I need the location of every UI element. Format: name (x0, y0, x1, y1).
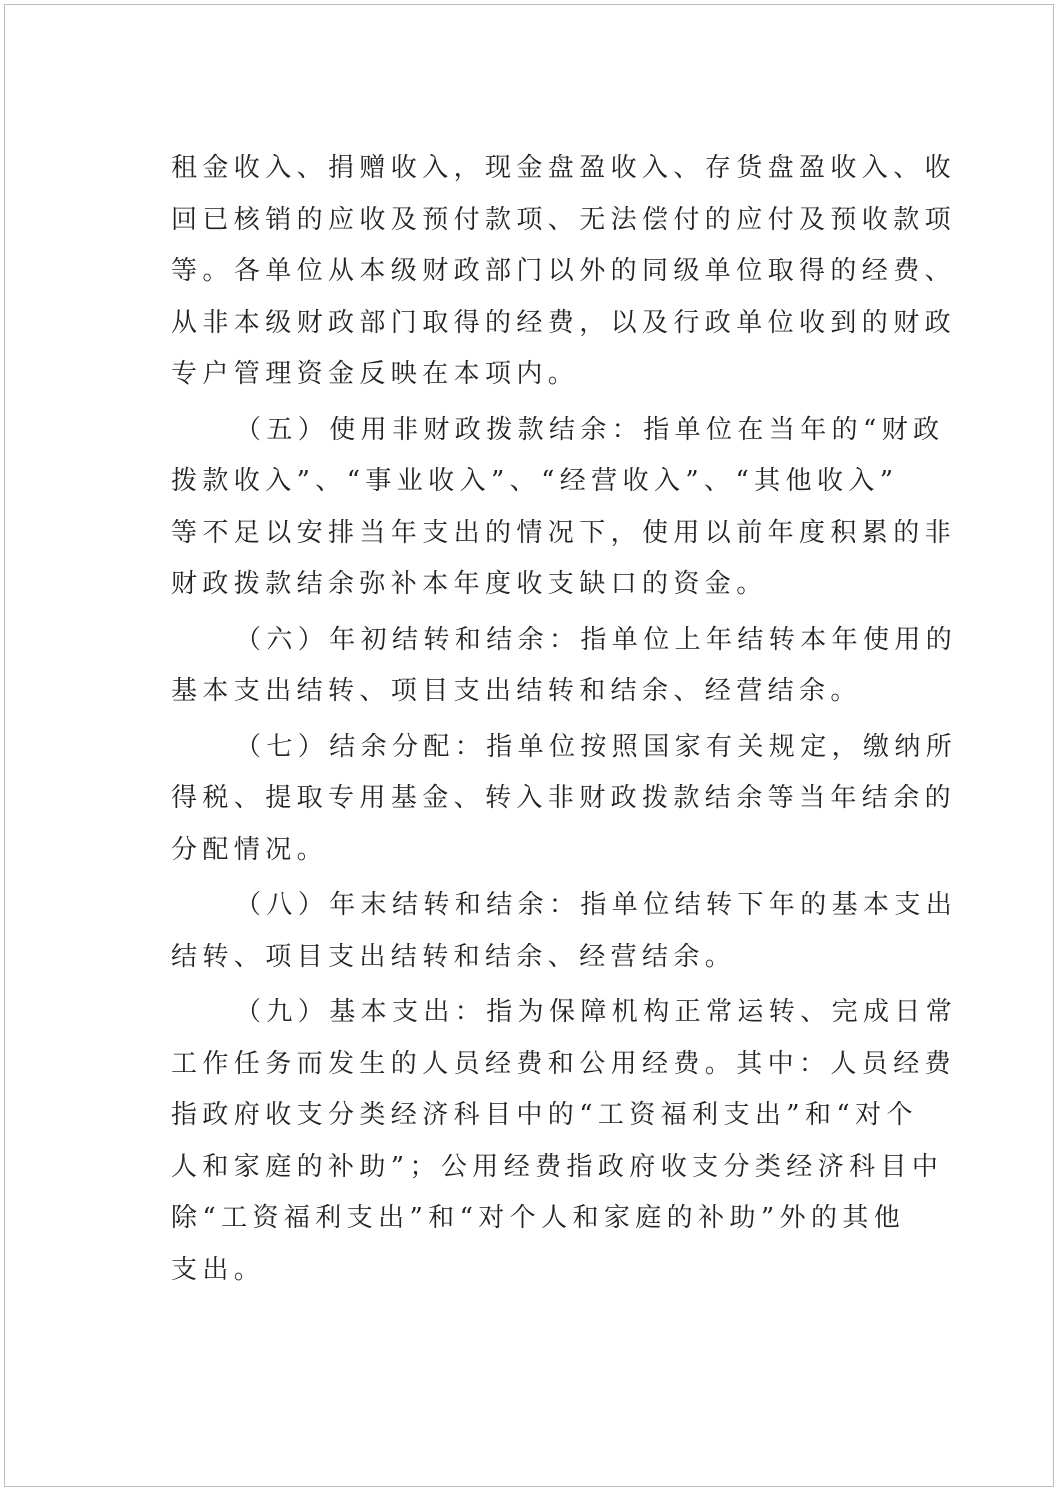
text-line: （七）结余分配：指单位按照国家有关规定，缴纳所 (235, 731, 958, 762)
text-line: （八）年末结转和结余：指单位结转下年的基本支出 (235, 890, 958, 920)
text-line: 专户管理资金反映在本项内。 (171, 359, 580, 389)
paragraph (171, 987, 958, 1296)
text-line: （五）使用非财政拨款结余：指单位在当年的“财政 (235, 414, 945, 445)
text-line: 回已核销的应收及预付款项、无法偿付的应付及预收款项 (171, 204, 957, 235)
text-line: 等不足以安排当年支出的情况下，使用以前年度积累的非 (171, 517, 957, 548)
document-body (171, 143, 958, 1296)
paragraph (171, 722, 958, 877)
text-line: （六）年初结转和结余：指单位上年结转本年使用的 (235, 624, 958, 655)
paragraph (171, 143, 957, 401)
text-line: 人和家庭的补助”；公用经费指政府收支分类经济科目中 (171, 1151, 944, 1182)
text-line: 财政拨款结余弥补本年度收支缺口的资金。 (171, 569, 768, 599)
text-line: 拨款收入”、“事业收入”、“经营收入”、“其他收入” (171, 466, 899, 496)
paragraph (171, 615, 958, 718)
text-line: 从非本级财政部门取得的经费，以及行政单位收到的财政 (171, 307, 957, 338)
paragraph (171, 880, 958, 983)
text-line: 指政府收支分类经济科目中的“工资福利支出”和“对个 (171, 1100, 918, 1130)
text-line: 分配情况。 (171, 834, 329, 865)
text-line: 等。各单位从本级财政部门以外的同级单位取得的经费、 (171, 256, 957, 286)
text-line: 工作任务而发生的人员经费和公用经费。其中：人员经费 (171, 1048, 957, 1079)
text-line: 基本支出结转、项目支出结转和结余、经营结余。 (171, 676, 862, 706)
text-line: （九）基本支出：指为保障机构正常运转、完成日常 (235, 997, 958, 1027)
paragraph (171, 405, 957, 611)
text-line: 支出。 (171, 1254, 266, 1285)
text-line: 租金收入、捐赠收入，现金盘盈收入、存货盘盈收入、收 (171, 153, 957, 183)
text-line: 结转、项目支出结转和结余、经营结余。 (171, 941, 737, 972)
text-line: 除“工资福利支出”和“对个人和家庭的补助”外的其他 (171, 1203, 906, 1233)
document-page (4, 4, 1054, 1487)
text-line: 得税、提取专用基金、转入非财政拨款结余等当年结余的 (171, 783, 957, 813)
